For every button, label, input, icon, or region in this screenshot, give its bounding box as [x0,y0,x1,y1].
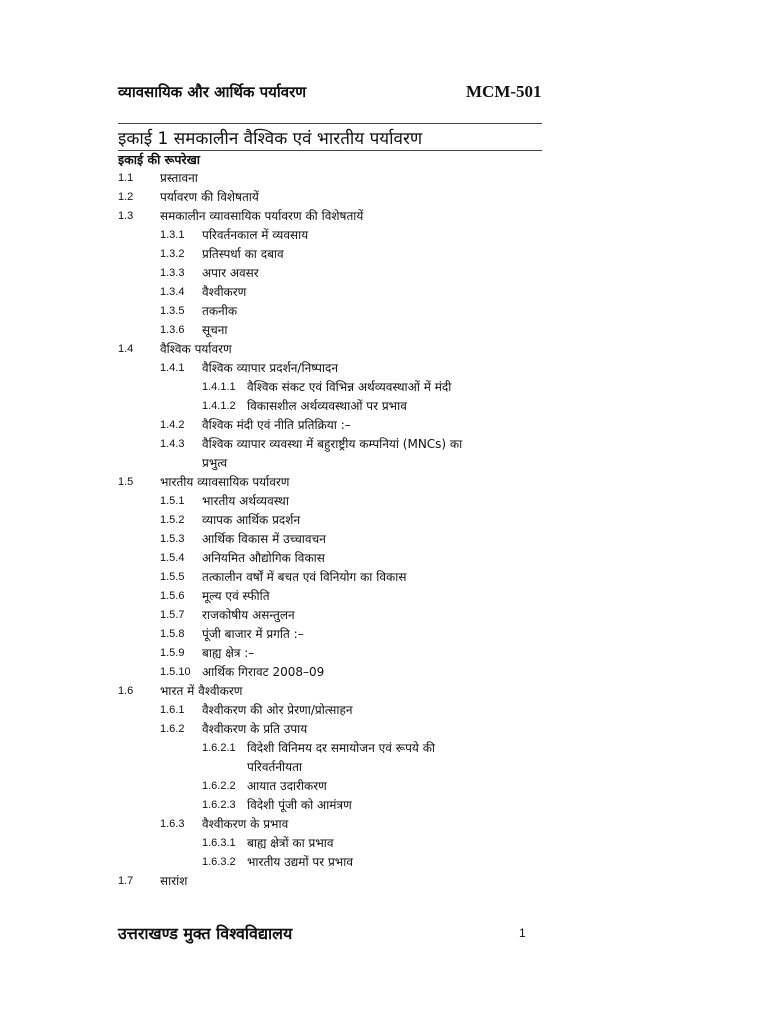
toc-entry-title [202,226,308,245]
toc-entry [0,644,768,663]
toc-entry-title-line: विकासशील अर्थव्यवस्थाओं पर प्रभाव [247,399,407,413]
toc-entry-title [160,169,198,188]
toc-entry-title-line: प्रस्तावना [160,171,198,185]
toc-entry [0,207,768,226]
toc-entry-title-continuation: प्रभुत्व [202,456,228,470]
toc-entry-title [202,264,259,283]
toc-entry-title-line: विदेशी विनिमय दर समायोजन एवं रूपये की [247,741,436,755]
toc-entry-title-line: विदेशी पूंजी को आमंत्रण [247,798,352,812]
toc-entry-number: 1.3.2 [160,248,185,260]
toc-entry-number: 1.6.3.2 [202,856,236,868]
toc-entry-title-line: वैश्वीकरण के प्रभाव [202,817,289,831]
toc-entry [0,663,768,682]
toc-entry-title-line: आर्थिक विकास में उच्चावचन [202,532,326,546]
toc-entry-number: 1.5.10 [160,666,191,678]
toc-entry-title-line: भारतीय अर्थव्यवस्था [202,494,289,508]
toc-entry-title [202,511,300,530]
toc-entry-title-line: बाह्य क्षेत्र :– [202,646,255,660]
toc-entry [0,815,768,834]
toc-entry-title [202,663,324,682]
toc-entry [0,245,768,264]
toc-entry-title-line: भारतीय व्यावसायिक पर्यावरण [160,475,290,489]
toc-entry-number: 1.5.9 [160,647,185,659]
toc-entry-number: 1.6.2.3 [202,799,236,811]
toc-entry [0,397,768,416]
toc-entry-title [202,321,228,340]
toc-entry [0,568,768,587]
toc-entry-title-line: वैश्वीकरण [202,285,247,299]
toc-entry-title [247,378,451,397]
toc-entry-number: 1.3.5 [160,305,185,317]
toc-entry-title-line: पूंजी बाजार में प्रगति :– [202,627,304,641]
toc-entry [0,720,768,739]
toc-entry-number: 1.6.3.1 [202,837,236,849]
toc-entry-number: 1.3.1 [160,229,185,241]
toc-entry-title [202,815,288,834]
toc-entry-number: 1.3.6 [160,324,185,336]
course-title: व्यावसायिक और आर्थिक पर्यावरण [118,83,307,101]
toc-entry-title-line: तत्कालीन वर्षों में बचत एवं विनियोग का विकास [202,570,407,584]
toc-entry-title [247,834,334,853]
toc-entry-number: 1.5.2 [160,514,185,526]
toc-entry-number: 1.3.4 [160,286,185,298]
toc-entry-number: 1.1 [118,172,134,184]
toc-entry-title [160,872,187,891]
toc-entry-title-line: वैश्वीकरण की ओर प्रेरणा/प्रोत्साहन [202,703,353,717]
toc-entry [0,796,768,815]
toc-entry-title-line: मूल्य एवं स्फीति [202,589,270,603]
toc-entry [0,834,768,853]
toc-entry-title [202,606,295,625]
toc-entry [0,530,768,549]
toc-entry-title-line: आर्थिक गिरावट 2008–09 [202,665,325,679]
toc-entry [0,359,768,378]
toc-entry [0,701,768,720]
toc-entry-title-line: प्रतिस्पर्धा का दबाव [202,247,284,261]
toc-entry-title-line: भारत में वैश्वीकरण [160,684,243,698]
toc-entry-title [247,796,352,815]
toc-entry [0,473,768,492]
toc-entry-title-line: वैश्विक संकट एवं विभिन्न अर्थव्यवस्थाओं में मंदी [247,380,452,394]
table-of-contents [0,169,768,891]
toc-entry-number: 1.4.1.1 [202,381,236,393]
toc-entry-number: 1.4.1 [160,362,185,374]
toc-entry-title [202,359,338,378]
toc-entry-number: 1.5.8 [160,628,185,640]
toc-entry [0,777,768,796]
toc-entry [0,169,768,188]
toc-entry-number: 1.5.1 [160,495,185,507]
toc-entry-number: 1.6.2.1 [202,742,236,754]
unit-title: इकाई 1 समकालीन वैश्विक एवं भारतीय पर्यावरण [118,129,423,149]
toc-entry-number: 1.3.3 [160,267,185,279]
toc-entry-number: 1.5.5 [160,571,185,583]
toc-entry [0,416,768,435]
toc-entry [0,606,768,625]
toc-entry [0,226,768,245]
toc-entry-title-line: सारांश [160,874,188,888]
toc-entry [0,283,768,302]
toc-entry [0,739,768,777]
top-divider [118,123,542,124]
toc-entry-title-line: बाह्य क्षेत्रों का प्रभाव [247,836,334,850]
toc-entry-title [247,777,327,796]
toc-entry [0,511,768,530]
toc-entry-number: 1.2 [118,191,134,203]
toc-entry-title [202,644,254,663]
course-code: MCM-501 [466,82,542,101]
page-number: 1 [519,926,526,940]
toc-entry-title [202,549,325,568]
toc-entry-title-line: आयात उदारीकरण [247,779,327,793]
toc-entry-title [160,340,232,359]
toc-entry-title [202,625,304,644]
toc-entry-title-line: पर्यावरण की विशेषतायें [160,190,259,204]
toc-entry-title [160,682,242,701]
toc-entry-title-line: वैश्विक व्यापार प्रदर्शन/निष्पादन [202,361,339,375]
toc-entry [0,587,768,606]
toc-entry [0,188,768,207]
toc-entry-number: 1.5.7 [160,609,185,621]
toc-entry [0,264,768,283]
toc-entry-title-line: अपार अवसर [202,266,259,280]
toc-entry [0,872,768,891]
toc-entry-title [247,853,353,872]
toc-entry-number: 1.5.3 [160,533,185,545]
outline-heading: इकाई की रूपरेखा [118,152,201,167]
toc-entry-number: 1.4.3 [160,438,185,450]
toc-entry-title-continuation: परिवर्तनीयता [247,760,303,774]
toc-entry [0,492,768,511]
toc-entry-title-line: तकनीक [202,304,238,318]
toc-entry-title-line: भारतीय उद्यमों पर प्रभाव [247,855,353,869]
toc-entry-title [202,720,307,739]
toc-entry-title-line: राजकोषीय असन्तुलन [202,608,295,622]
toc-entry-title [202,416,351,435]
toc-entry-title-line: समकालीन व्यावसायिक पर्यावरण की विशेषतायें [160,209,364,223]
toc-entry-title [202,701,353,720]
toc-entry-title [202,302,237,321]
toc-entry-title-line: वैश्वीकरण के प्रति उपाय [202,722,308,736]
toc-entry-title-line: सूचना [202,323,228,337]
toc-entry-title [247,739,435,777]
toc-entry [0,549,768,568]
toc-entry-number: 1.5.4 [160,552,185,564]
toc-entry-title [202,568,406,587]
toc-entry-title [202,587,270,606]
toc-entry-title-line: परिवर्तनकाल में व्यवसाय [202,228,309,242]
toc-entry-title [160,207,363,226]
toc-entry-title [202,530,326,549]
toc-entry-number: 1.4.2 [160,419,185,431]
toc-entry [0,321,768,340]
toc-entry [0,435,768,473]
toc-entry-number: 1.4.1.2 [202,400,236,412]
toc-entry [0,682,768,701]
toc-entry-title-line: वैश्विक व्यापार व्यवस्था में बहुराष्ट्रीय कम्पनियां (MNCs) का [202,437,463,451]
toc-entry-number: 1.5 [118,476,134,488]
toc-entry-number: 1.6.3 [160,818,185,830]
toc-entry-title [202,435,462,473]
toc-entry-number: 1.6.2.2 [202,780,236,792]
toc-entry-number: 1.7 [118,875,134,887]
toc-entry-number: 1.3 [118,210,134,222]
toc-entry [0,625,768,644]
toc-entry-title [160,473,289,492]
toc-entry-title [202,283,246,302]
toc-entry-number: 1.6.1 [160,704,185,716]
toc-entry-title [202,492,289,511]
university-name: उत्तराखण्ड मुक्त विश्वविद्यालय [118,924,293,943]
toc-entry-number: 1.6 [118,685,134,697]
toc-entry [0,378,768,397]
toc-entry-title-line: व्यापक आर्थिक प्रदर्शन [202,513,301,527]
toc-entry-title [160,188,259,207]
toc-entry-title [247,397,407,416]
toc-entry-title [202,245,284,264]
toc-entry-number: 1.4 [118,343,134,355]
toc-entry-title-line: वैश्विक पर्यावरण [160,342,232,356]
toc-entry-number: 1.5.6 [160,590,185,602]
toc-entry-title-line: वैश्विक मंदी एवं नीति प्रतिक्रिया :– [202,418,351,432]
toc-entry [0,853,768,872]
toc-entry-title-line: अनियमित औद्योगिक विकास [202,551,325,565]
toc-entry-number: 1.6.2 [160,723,185,735]
toc-entry [0,302,768,321]
toc-entry [0,340,768,359]
